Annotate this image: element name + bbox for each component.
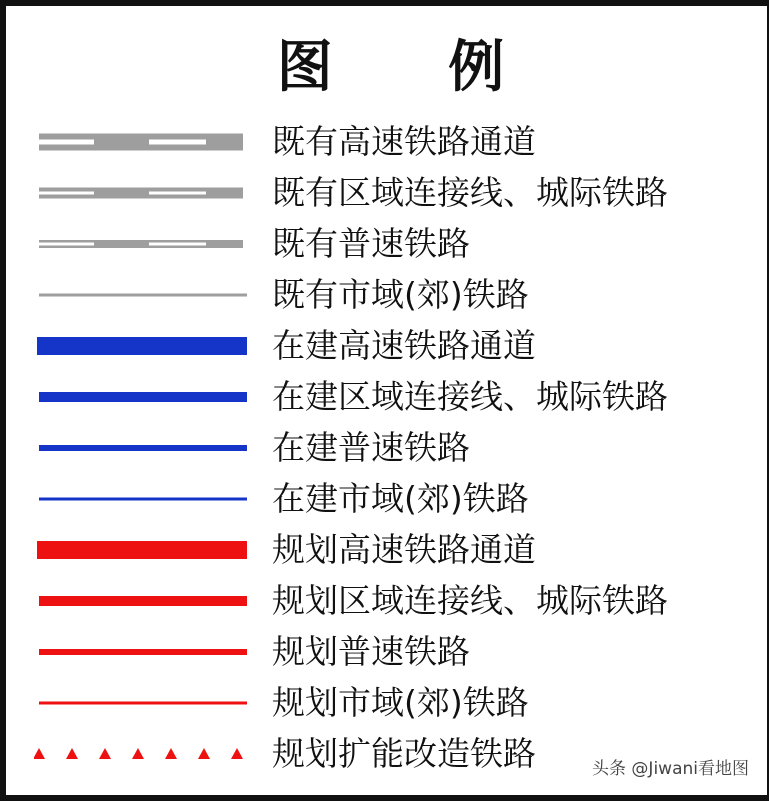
legend-item-existing-high-speed (6, 116, 769, 168)
legend-title: 图 例 (276, 35, 553, 100)
legend-item-construction-suburban (6, 473, 769, 525)
line-swatch-existing-conventional (34, 218, 249, 270)
legend-label: 在建区域连接线、城际铁路 (272, 377, 668, 416)
legend-label: 规划高速铁路通道 (272, 530, 536, 569)
legend-label: 规划市域(郊)铁路 (272, 683, 529, 722)
legend-item-existing-conventional (6, 218, 769, 270)
line-swatch-construction-suburban (34, 473, 249, 525)
legend-label: 既有高速铁路通道 (272, 122, 536, 161)
line-swatch-planned-suburban (34, 677, 249, 729)
line-swatch-planned-conventional (34, 626, 249, 678)
legend-label: 既有普速铁路 (272, 224, 470, 263)
triangle-marker (66, 748, 78, 759)
legend-item-existing-intercity (6, 167, 769, 219)
legend-label: 规划扩能改造铁路 (272, 734, 536, 773)
legend-item-construction-intercity (6, 371, 769, 423)
legend-label: 规划普速铁路 (272, 632, 470, 671)
legend-item-planned-intercity (6, 575, 769, 627)
line-swatch-planned-high-speed (34, 524, 249, 576)
triangle-marker (34, 748, 45, 759)
triangle-marker (132, 748, 144, 759)
legend-label: 既有区域连接线、城际铁路 (272, 173, 668, 212)
legend-item-planned-high-speed (6, 524, 769, 576)
line-swatch-construction-conventional (34, 422, 249, 474)
triangle-marker (165, 748, 177, 759)
legend-item-existing-suburban (6, 269, 769, 321)
legend-label: 规划区域连接线、城际铁路 (272, 581, 668, 620)
line-swatch-existing-high-speed (34, 116, 249, 168)
legend-label: 在建市域(郊)铁路 (272, 479, 529, 518)
line-swatch-planned-intercity (34, 575, 249, 627)
legend-item-planned-suburban (6, 677, 769, 729)
line-swatch-existing-suburban (34, 269, 249, 321)
line-swatch-existing-intercity (34, 167, 249, 219)
line-swatch-construction-high-speed (34, 320, 249, 372)
triangle-marker (99, 748, 111, 759)
triangle-marker (231, 748, 243, 759)
legend-item-construction-high-speed (6, 320, 769, 372)
legend-label: 在建普速铁路 (272, 428, 470, 467)
legend-label: 在建高速铁路通道 (272, 326, 536, 365)
legend-item-planned-conventional (6, 626, 769, 678)
watermark: 头条 @Jiwani看地图 (588, 752, 753, 781)
legend-label: 既有市域(郊)铁路 (272, 275, 529, 314)
line-swatch-construction-intercity (34, 371, 249, 423)
triangle-marker (198, 748, 210, 759)
legend-item-construction-conventional (6, 422, 769, 474)
triangle-marker-swatch-planned-upgrade (34, 728, 249, 780)
